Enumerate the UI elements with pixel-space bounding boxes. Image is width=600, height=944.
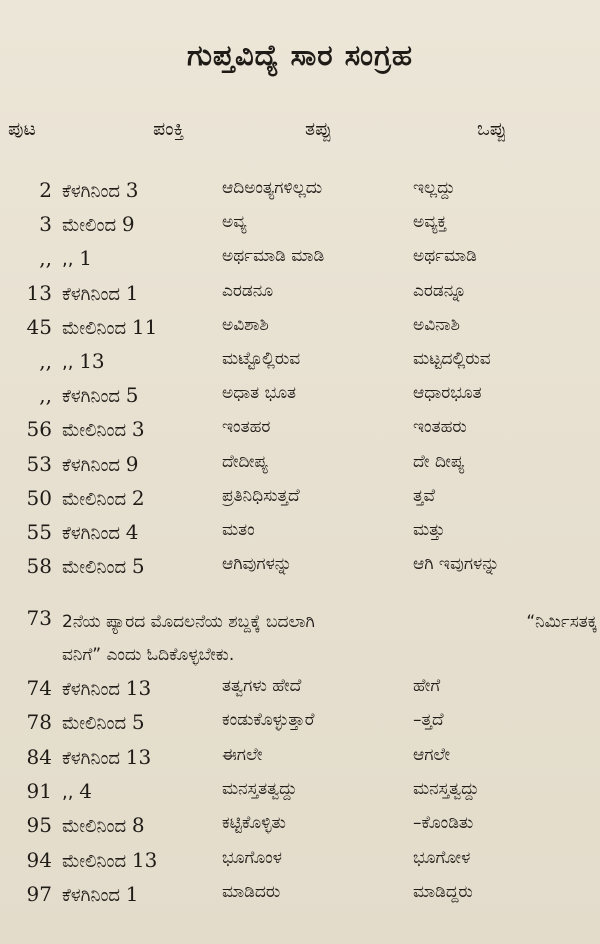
correct-text: ಹೇಗೆ [413,676,441,696]
correct-text: ದೇ ದೀಪ್ಯ [413,451,465,472]
correct-text: ಮನಸ್ತತ್ವದ್ದು [413,778,480,799]
table-row [0,417,600,451]
line-reference [62,486,145,510]
note-text-line2: ವನಿಗೆ” ಎಂದು ಓದಿಕೊಳ್ಳಬೇಕು. [62,645,235,665]
line-reference [62,710,145,734]
page-number: ,, [39,349,52,373]
line-number: 11 [131,314,158,339]
line-number: 13 [131,847,158,872]
line-number: 3 [131,417,145,442]
wrong-text: ಅವಿಶಾಶಿ [222,314,269,335]
page-number: 95 [26,813,52,838]
line-reference [62,745,151,769]
table-row [0,676,600,710]
table-row [0,246,600,280]
page-number: 53 [26,451,52,476]
wrong-text: ಇಂತಹರ [222,417,271,438]
page-number: 50 [26,485,52,510]
table-row [0,212,600,246]
line-reference [62,779,92,803]
page-number: 13 [26,280,52,305]
line-number: 1 [79,246,92,271]
line-reference [62,383,139,407]
line-reference [62,452,139,476]
correct-text: ಇಂತಹರು [413,417,467,438]
correct-text: ಇಲ್ಲದ್ದು [413,178,456,198]
table-row [0,745,600,779]
table-row [0,882,600,916]
wrong-text: ಅವ್ಯ [222,212,247,233]
page-number: 78 [26,710,52,735]
line-reference [62,349,105,373]
line-direction: ಮೇಲಿನಿಂದ [62,488,127,510]
page-number: 45 [26,314,52,339]
header-line: ಪಂಕ್ತಿ [153,118,185,140]
line-direction: ಮೇಲಿನಿಂದ [62,713,127,735]
page-number: 3 [39,212,52,237]
line-reference [62,417,145,441]
table-row [0,178,600,212]
wrong-text: ಭೂಗೊಂಳ [222,847,282,868]
table-row [0,710,600,744]
page-number: 2 [39,178,52,202]
line-direction: ಕೆಳಗಿನಿಂದ [62,747,121,769]
note-text-line1-right: “ನಿರ್ಮಿಸತಕ್ಕ [526,612,597,632]
table-row [0,349,600,383]
header-page: ಪುಟ [8,118,36,140]
note-page-number: 73 [26,606,52,630]
line-direction: ಕೆಳಗಿನಿಂದ [62,884,121,906]
table-row [0,383,600,417]
page-number: ,, [39,383,52,408]
line-reference [62,178,139,202]
correct-text: ತ್ತವೆ [413,485,436,506]
line-number: 1 [125,280,139,305]
table-row [0,281,600,315]
correct-text: ಮಾಡಿದ್ದರು [413,881,473,902]
wrong-text: ಅರ್ಥಮಾಡಿ ಮಾಡಿ [222,246,325,267]
correct-text: ಭೂಗೋಳ [413,847,471,868]
line-reference [62,813,145,837]
table-row [0,554,600,588]
line-direction: ಕೆಳಗಿನಿಂದ [62,523,121,544]
wrong-text: ಮತಂ [222,520,255,540]
line-number: 2 [131,485,145,510]
line-number: 13 [79,349,105,373]
correct-text: –ತ್ತದೆ [413,710,444,731]
note-text-line1: 2ನೆಯ ಪ್ಯಾರದ ಮೊದಲನೆಯ ಶಬ್ದಕ್ಕೆ ಬದಲಾಗಿ [62,612,315,632]
line-number: 3 [125,178,139,202]
wrong-text: ಈಗಲೇ [222,744,263,765]
wrong-text: ದೇದೀಪ್ಯ [222,451,268,472]
line-number: 5 [125,383,139,408]
table-row [0,452,600,486]
correct-text: ಅವಿನಾಶಿ [413,314,460,335]
line-direction: ಕೆಳಗಿನಿಂದ [62,454,121,476]
line-direction: ಮೇಲಿನಿಂದ [62,557,127,579]
correct-text: –ಕೊಂಡಿತು [413,813,474,834]
correct-text: ಆಧಾರಭೂತ [413,383,482,404]
correct-text: ಅರ್ಥಮಾಡಿ [413,246,477,267]
table-row [0,520,600,554]
wrong-text: ಮಾಡಿದರು [222,881,281,902]
wrong-text: ಮಟ್ಟೊಲ್ಲಿರುವ [222,349,301,369]
page-title: ಗುಪ್ತವಿದ್ಯೆ ಸಾರ ಸಂಗ್ರಹ [187,38,413,72]
line-direction: ,, [62,249,74,271]
wrong-text: ಕಟ್ಟಿಕೊಳ್ಳಿತು [222,813,286,834]
wrong-text: ಆದಿಅಂತ್ಯಗಳಿಲ್ಲದು [222,178,323,198]
correct-text: ಮಟ್ಟದಲ್ಲಿರುವ [413,349,491,369]
line-direction: ,, [62,781,74,803]
table-row [0,813,600,847]
correct-text: ಆಗಲೇ [413,744,451,765]
header-wrong: ತಪ್ಪು [305,118,332,140]
page-number: 74 [26,676,52,700]
correct-text: ಎರಡನ್ನೂ [413,280,467,301]
line-reference [62,848,157,872]
page-number: 97 [26,881,52,906]
line-number: 4 [79,778,92,803]
wrong-text: ಪ್ರತಿನಿಧಿಸುತ್ತದೆ [222,485,300,506]
wrong-text: ಅಧಾತ ಭೂತ [222,383,297,404]
line-direction: ಮೇಲಿನಿಂದ [62,317,127,339]
line-direction: ಕೆಳಗಿನಿಂದ [62,283,121,305]
correct-text: ಮತ್ತು [413,520,446,540]
line-number: 13 [125,744,152,769]
page-number: 55 [26,520,52,544]
page-number: 58 [26,554,52,579]
line-reference [62,520,139,544]
table-row [0,315,600,349]
line-number: 4 [125,520,139,544]
line-reference [62,882,139,906]
errata-note [62,606,597,672]
table-row [0,848,600,882]
line-direction: ಕೆಳಗಿನಿಂದ [62,386,121,408]
wrong-text: ಕಂಡುಕೊಳ್ಳುತ್ತಾರೆ [222,710,315,731]
line-number: 8 [131,813,145,838]
page-number: ,, [39,246,52,271]
wrong-text: ತತ್ವಗಳು ಹೇದೆ [222,676,302,696]
line-reference [62,246,92,270]
line-direction: ,, [62,352,74,373]
line-direction: ಮೇಲಿನಿಂದ [62,816,127,838]
line-reference [62,676,151,700]
line-direction: ಮೇಲಿನಿಂದ [62,420,127,442]
line-direction: ಕೆಳಗಿನಿಂದ [62,181,121,202]
line-number: 5 [131,710,145,735]
page-number: 91 [26,778,52,803]
table-row [0,486,600,520]
page-number: 94 [26,847,52,872]
line-number: 5 [131,554,145,579]
wrong-text: ಮನಸ್ತತತ್ವದ್ದು [222,778,298,799]
table-row [0,779,600,813]
line-reference [62,554,145,578]
page-number: 84 [26,744,52,769]
line-direction: ಮೇಲಿನಿಂದ [62,850,127,872]
line-number: 9 [125,451,139,476]
header-right: ಒಪ್ಪು [477,118,507,140]
line-reference [62,281,139,305]
line-direction: ಮೇಲಿಂದ [62,215,117,237]
correct-text: ಅವ್ಯಕ್ತ [413,212,447,233]
line-direction: ಕೆಳಗಿನಿಂದ [62,679,121,700]
correct-text: ಆಗಿ ಇವುಗಳನ್ನು [413,554,500,575]
line-number: 9 [121,212,135,237]
line-number: 13 [125,676,152,700]
wrong-text: ಎರಡನೂ [222,280,274,301]
line-reference [62,315,157,339]
page-number: 56 [26,417,52,442]
wrong-text: ಆಗಿವುಗಳನ್ನು [222,554,292,575]
line-reference [62,212,135,236]
line-number: 1 [125,881,139,906]
